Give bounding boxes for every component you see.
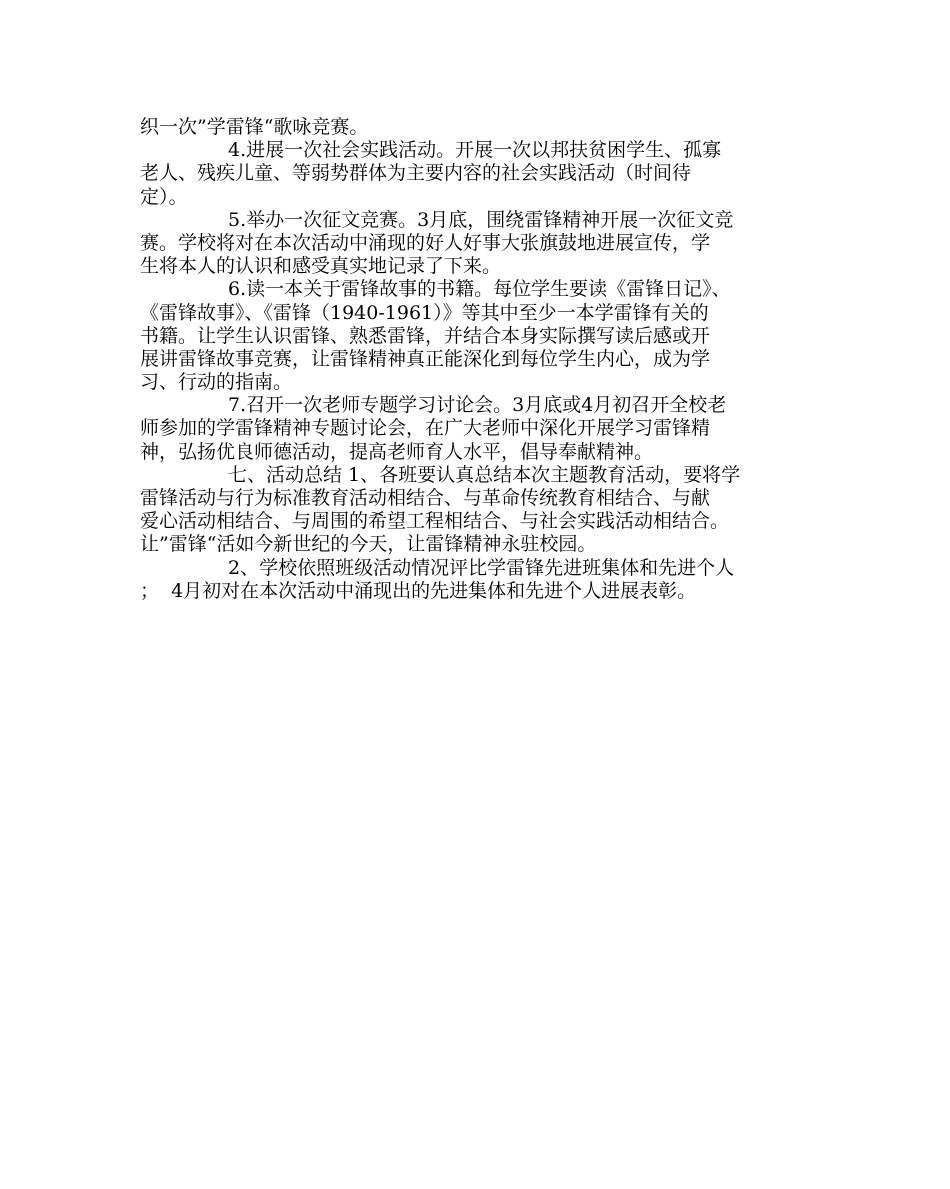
paragraph-line: 4.进展一次社会实践活动。开展一次以邦扶贫困学生、孤寡 — [228, 139, 722, 162]
text-line: 师参加的学雷锋精神专题讨论会，在广大老师中深化开展学习雷锋精 — [140, 417, 711, 440]
text-line: 爱心活动相结合、与周围的希望工程相结合、与社会实践活动相结合。 — [140, 510, 730, 533]
text-line: 让”雷锋“活如今新世纪的今天，让雷锋精神永驻校园。 — [140, 533, 597, 556]
text-line: 展讲雷锋故事竞赛，让雷锋精神真正能深化到每位学生内心，成为学 — [140, 347, 711, 370]
paragraph-line: 7.召开一次老师专题学习讨论会。3月底或4月初召开全校老 — [228, 394, 727, 417]
text-line: 《雷锋故事》、《雷锋（1940-1961）》等其中至少一本学雷锋有关的 — [140, 301, 709, 324]
paragraph-line: 七、活动总结 1、各班要认真总结本次主题教育活动，要将学 — [228, 463, 741, 486]
text-line: 老人、残疾儿童、等弱势群体为主要内容的社会实践活动（时间待 — [140, 162, 692, 185]
text-line: 雷锋活动与行为标准教育活动相结合、与革命传统教育相结合、与献 — [140, 487, 711, 509]
paragraph-line: 2、学校依照班级活动情况评比学雷锋先进班集体和先进个人 — [228, 556, 735, 579]
text-line: 赛。学校将对在本次活动中涌现的好人好事大张旗鼓地进展宣传，学 — [140, 231, 711, 254]
text-line: 织一次”学雷锋“歌咏竞赛。 — [140, 116, 369, 138]
text-line: 生将本人的认识和感受真实地记录了下来。 — [140, 255, 502, 278]
text-line: 定）。 — [140, 185, 188, 208]
paragraph-line: 5.举办一次征文竞赛。3月底，围绕雷锋精神开展一次征文竞 — [228, 208, 734, 231]
text-line: 书籍。让学生认识雷锋、熟悉雷锋，并结合本身实际撰写读后感或开 — [140, 324, 711, 347]
text-line: ； 4月初对在本次活动中涌现出的先进集体和先进个人进展表彰。 — [140, 579, 697, 602]
text-line: 习、行动的指南。 — [140, 371, 293, 394]
text-line: 神，弘扬优良师德活动，提高老师育人水平，倡导奉献精神。 — [140, 440, 654, 463]
paragraph-line: 6.读一本关于雷锋故事的书籍。每位学生要读《雷锋日记》、 — [228, 278, 731, 301]
document-body — [140, 116, 812, 603]
